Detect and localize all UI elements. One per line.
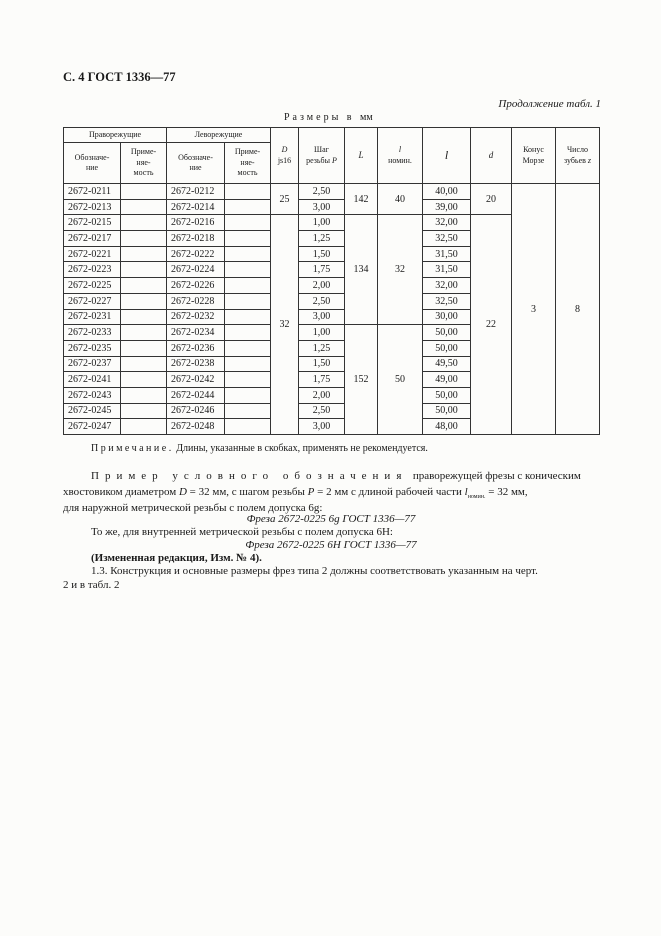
cell-left-designation: 2672-0242 xyxy=(167,372,225,388)
example-line-4: То же, для внутренней метрической резьбы с полем допуска 6H: xyxy=(91,526,393,538)
cell-right-application xyxy=(121,356,167,372)
cell-left-application xyxy=(225,246,271,262)
cell-left-designation: 2672-0238 xyxy=(167,356,225,372)
header-right-application: Приме- няе- мость xyxy=(121,143,167,184)
cell-l: 50,00 xyxy=(423,325,471,341)
example-line2c: = 2 мм с длиной рабочей части xyxy=(314,486,465,498)
header-left-application: Приме- няе- мость xyxy=(225,143,271,184)
cell-D: 32 xyxy=(271,215,299,435)
header-L: L xyxy=(345,128,378,184)
note-text: Длины, указанные в скобках, применять не рекомендуется. xyxy=(176,443,428,454)
cell-left-application xyxy=(225,325,271,341)
cell-pitch: 2,50 xyxy=(299,293,345,309)
cell-right-designation: 2672-0243 xyxy=(64,387,121,403)
example-line2-P: P xyxy=(307,486,315,498)
cell-right-application xyxy=(121,199,167,215)
cell-pitch: 1,25 xyxy=(299,340,345,356)
units-mm: мм xyxy=(360,112,373,123)
example-line-3: для наружной метрической резьбы с полем допуска 6g: xyxy=(63,502,323,514)
cell-L: 152 xyxy=(345,325,378,435)
cell-right-application xyxy=(121,231,167,247)
example-line2-l: l xyxy=(464,486,468,498)
cell-d: 22 xyxy=(471,215,512,435)
cell-right-designation: 2672-0245 xyxy=(64,403,121,419)
cell-left-application xyxy=(225,231,271,247)
header-right-designation: Обозначе- ние xyxy=(64,143,121,184)
cell-l: 39,00 xyxy=(423,199,471,215)
cell-right-application xyxy=(121,340,167,356)
header-d: d xyxy=(471,128,512,184)
cell-right-designation: 2672-0231 xyxy=(64,309,121,325)
cell-right-designation: 2672-0213 xyxy=(64,199,121,215)
example-formula-1: Фреза 2672-0225 6g ГОСТ 1336—77 xyxy=(246,513,416,525)
cell-left-application xyxy=(225,340,271,356)
cell-left-application xyxy=(225,309,271,325)
cell-pitch: 2,50 xyxy=(299,184,345,200)
header-right-cutting: Праворежущие xyxy=(64,128,167,143)
cell-right-designation: 2672-0225 xyxy=(64,278,121,294)
cell-right-designation: 2672-0217 xyxy=(64,231,121,247)
cell-pitch: 1,75 xyxy=(299,372,345,388)
cell-right-designation: 2672-0247 xyxy=(64,419,121,435)
cell-left-application xyxy=(225,184,271,200)
cell-left-designation: 2672-0228 xyxy=(167,293,225,309)
cell-l: 50,00 xyxy=(423,340,471,356)
cell-right-designation: 2672-0235 xyxy=(64,340,121,356)
cell-right-application xyxy=(121,184,167,200)
cell-morse-cone: 3 xyxy=(512,184,556,435)
cell-left-application xyxy=(225,262,271,278)
cell-right-designation: 2672-0241 xyxy=(64,372,121,388)
cell-l: 49,00 xyxy=(423,372,471,388)
cell-L: 142 xyxy=(345,184,378,215)
cell-right-designation: 2672-0215 xyxy=(64,215,121,231)
header-teeth xyxy=(556,128,600,184)
cell-pitch: 3,00 xyxy=(299,419,345,435)
header-l: l xyxy=(423,128,471,184)
cell-right-application xyxy=(121,419,167,435)
cell-l-nom: 32 xyxy=(378,215,423,325)
cell-right-designation: 2672-0233 xyxy=(64,325,121,341)
table-row xyxy=(64,184,600,200)
cell-l: 31,50 xyxy=(423,262,471,278)
cell-pitch: 1,25 xyxy=(299,231,345,247)
cell-pitch: 2,00 xyxy=(299,387,345,403)
header-pitch xyxy=(299,128,345,184)
cell-right-application xyxy=(121,387,167,403)
cell-l: 32,50 xyxy=(423,293,471,309)
cell-pitch: 1,00 xyxy=(299,325,345,341)
note-label: Примечание. xyxy=(91,443,174,454)
cell-left-application xyxy=(225,199,271,215)
cell-D: 25 xyxy=(271,184,299,215)
example-line2a: хвостовиком диаметром xyxy=(63,486,179,498)
cell-d: 20 xyxy=(471,184,512,215)
cell-l: 32,50 xyxy=(423,231,471,247)
cell-pitch: 1,00 xyxy=(299,215,345,231)
cell-left-designation: 2672-0214 xyxy=(167,199,225,215)
header-l-nom-sym: l xyxy=(398,145,402,154)
cell-left-designation: 2672-0244 xyxy=(167,387,225,403)
example-formula-2: Фреза 2672-0225 6H ГОСТ 1336—77 xyxy=(245,539,417,551)
table-continuation-label: Продолжение табл. 1 xyxy=(498,98,601,110)
example-line-1 xyxy=(91,468,581,484)
cell-left-designation: 2672-0232 xyxy=(167,309,225,325)
example-line1-rest: праворежущей фрезы с коническим xyxy=(412,470,581,482)
cell-right-designation: 2672-0221 xyxy=(64,246,121,262)
cell-pitch: 3,00 xyxy=(299,199,345,215)
cell-right-application xyxy=(121,372,167,388)
header-pitch-sym: P xyxy=(332,155,337,165)
cell-l: 49,50 xyxy=(423,356,471,372)
cell-left-designation: 2672-0222 xyxy=(167,246,225,262)
cell-l: 50,00 xyxy=(423,387,471,403)
cell-pitch: 2,00 xyxy=(299,278,345,294)
cell-teeth: 8 xyxy=(556,184,600,435)
revision-note: (Измененная редакция, Изм. № 4). xyxy=(91,552,262,564)
units-text: Размеры в xyxy=(284,112,355,123)
cell-left-designation: 2672-0234 xyxy=(167,325,225,341)
cell-left-designation: 2672-0216 xyxy=(167,215,225,231)
cell-right-application xyxy=(121,278,167,294)
cell-L: 134 xyxy=(345,215,378,325)
cell-l: 40,00 xyxy=(423,184,471,200)
cell-left-designation: 2672-0246 xyxy=(167,403,225,419)
cell-right-application xyxy=(121,325,167,341)
cell-l: 32,00 xyxy=(423,215,471,231)
cell-left-application xyxy=(225,419,271,435)
cell-right-application xyxy=(121,246,167,262)
cell-pitch: 1,75 xyxy=(299,262,345,278)
dimensions-table xyxy=(63,127,600,435)
cell-left-application xyxy=(225,387,271,403)
cell-pitch: 1,50 xyxy=(299,356,345,372)
cell-l-nom: 40 xyxy=(378,184,423,215)
table-note xyxy=(91,443,428,454)
cell-l: 30,00 xyxy=(423,309,471,325)
cell-left-designation: 2672-0248 xyxy=(167,419,225,435)
cell-right-application xyxy=(121,215,167,231)
cell-right-designation: 2672-0237 xyxy=(64,356,121,372)
example-line2d: = 32 мм, xyxy=(485,486,528,498)
cell-right-application xyxy=(121,262,167,278)
cell-pitch: 1,50 xyxy=(299,246,345,262)
cell-l: 50,00 xyxy=(423,403,471,419)
header-left-cutting: Леворежущие xyxy=(167,128,271,143)
header-teeth-text: Число зубьев xyxy=(563,145,589,165)
cell-l: 31,50 xyxy=(423,246,471,262)
table-body xyxy=(64,184,600,435)
header-D-sym: D xyxy=(281,145,288,154)
cell-left-designation: 2672-0224 xyxy=(167,262,225,278)
example-lead: Пример условного обозначения xyxy=(91,470,408,482)
cell-left-designation: 2672-0236 xyxy=(167,340,225,356)
cell-left-application xyxy=(225,278,271,294)
example-line2-D: D xyxy=(178,486,187,498)
cell-right-designation: 2672-0223 xyxy=(64,262,121,278)
header-l-nom xyxy=(378,128,423,184)
cell-right-designation: 2672-0227 xyxy=(64,293,121,309)
section-1-3-cont: 2 и в табл. 2 xyxy=(63,579,120,591)
cell-left-application xyxy=(225,403,271,419)
header-D-tol: js16 xyxy=(277,155,292,165)
cell-left-application xyxy=(225,215,271,231)
header-teeth-sym: z xyxy=(587,155,592,165)
example-line2-sub: номин. xyxy=(467,494,486,501)
cell-left-application xyxy=(225,372,271,388)
header-pitch-text: Шаг резьбы xyxy=(306,145,330,165)
cell-left-designation: 2672-0212 xyxy=(167,184,225,200)
example-line2b: = 32 мм, с шагом резьбы xyxy=(186,486,308,498)
header-morse-cone: Конус Морзе xyxy=(512,128,556,184)
cell-right-designation: 2672-0211 xyxy=(64,184,121,200)
cell-l: 32,00 xyxy=(423,278,471,294)
cell-pitch: 2,50 xyxy=(299,403,345,419)
section-1-3: 1.3. Конструкция и основные размеры фрез типа 2 должны соответствовать указанным на черт. xyxy=(91,565,538,577)
cell-pitch: 3,00 xyxy=(299,309,345,325)
header-D xyxy=(271,128,299,184)
cell-left-designation: 2672-0218 xyxy=(167,231,225,247)
cell-left-application xyxy=(225,356,271,372)
page-header: С. 4 ГОСТ 1336—77 xyxy=(63,70,176,84)
cell-left-application xyxy=(225,293,271,309)
header-l-nom-sub: номин. xyxy=(388,155,412,165)
header-left-designation: Обозначе- ние xyxy=(167,143,225,184)
cell-l-nom: 50 xyxy=(378,325,423,435)
cell-right-application xyxy=(121,403,167,419)
cell-right-application xyxy=(121,309,167,325)
cell-l: 48,00 xyxy=(423,419,471,435)
cell-right-application xyxy=(121,293,167,309)
units-label xyxy=(284,112,373,123)
cell-left-designation: 2672-0226 xyxy=(167,278,225,294)
